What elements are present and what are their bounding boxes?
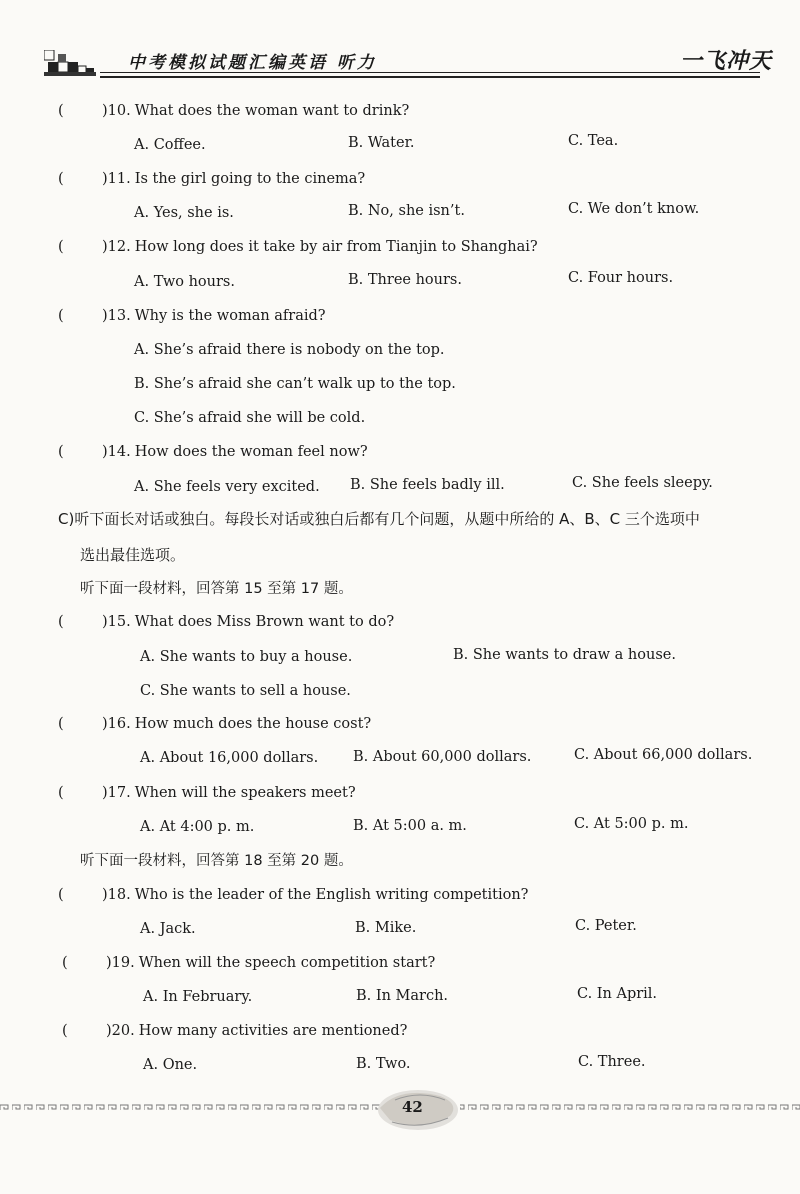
answer-blank[interactable]: ( xyxy=(58,444,64,460)
question-16 xyxy=(58,714,371,734)
question-text: Is the girl going to the cinema? xyxy=(134,171,366,187)
option-a: A. Yes, she is. xyxy=(134,205,234,221)
question-text: When will the speakers meet? xyxy=(134,785,356,801)
option-a: A. Two hours. xyxy=(134,274,235,290)
option-b: B. She feels badly ill. xyxy=(350,477,505,493)
option-a: A. She’s afraid there is nobody on the top. xyxy=(134,342,445,358)
question-number: )17. xyxy=(102,785,131,801)
option-c: C. About 66,000 dollars. xyxy=(574,747,753,763)
question-number: )16. xyxy=(102,716,131,732)
sub-instruction-15-17: 听下面一段材料，回答第 15 至第 17 题。 xyxy=(80,581,353,597)
option-c: C. At 5:00 p. m. xyxy=(574,816,689,832)
question-number: )11. xyxy=(102,171,131,187)
footer-ornament-icon xyxy=(0,1080,800,1140)
answer-blank[interactable]: ( xyxy=(62,955,68,971)
answer-blank[interactable]: ( xyxy=(58,716,64,732)
answer-blank[interactable]: ( xyxy=(58,103,64,119)
page-number: 42 xyxy=(402,1098,423,1116)
question-20 xyxy=(62,1021,407,1041)
question-text: What does the woman want to drink? xyxy=(134,103,410,119)
option-a: A. Coffee. xyxy=(134,137,206,153)
option-c: C. She wants to sell a house. xyxy=(140,683,351,699)
checker-logo-icon xyxy=(44,50,96,78)
question-text: What does Miss Brown want to do? xyxy=(134,614,395,630)
question-number: )18. xyxy=(102,887,131,903)
question-18 xyxy=(58,885,528,905)
option-b: B. She wants to draw a house. xyxy=(453,647,676,663)
sub-instruction-18-20: 听下面一段材料，回答第 18 至第 20 题。 xyxy=(80,853,353,869)
option-c: C. We don’t know. xyxy=(568,201,700,217)
answer-blank[interactable]: ( xyxy=(58,887,64,903)
question-number: )12. xyxy=(102,239,131,255)
option-b: B. No, she isn’t. xyxy=(348,203,465,219)
question-10 xyxy=(58,101,409,121)
answer-blank[interactable]: ( xyxy=(58,239,64,255)
page-header xyxy=(0,0,800,92)
question-text: Why is the woman afraid? xyxy=(134,308,326,324)
question-text: When will the speech competition start? xyxy=(138,955,436,971)
option-a: A. Jack. xyxy=(140,921,196,937)
option-b: B. In March. xyxy=(356,988,449,1004)
header-rule-thick xyxy=(100,76,760,78)
question-text: How many activities are mentioned? xyxy=(138,1023,408,1039)
option-a: A. One. xyxy=(143,1057,198,1073)
option-a: A. She wants to buy a house. xyxy=(140,649,353,665)
question-text: How much does the house cost? xyxy=(134,716,372,732)
question-13 xyxy=(58,306,326,326)
option-a: A. At 4:00 p. m. xyxy=(140,819,255,835)
answer-blank[interactable]: ( xyxy=(58,171,64,187)
question-text: How does the woman feel now? xyxy=(134,444,368,460)
option-c: C. Three. xyxy=(578,1054,646,1070)
section-c-instruction-cont: 选出最佳选项。 xyxy=(80,546,186,564)
option-c: C. Tea. xyxy=(568,133,619,149)
question-number: )13. xyxy=(102,308,131,324)
question-text: Who is the leader of the English writing competition? xyxy=(134,887,529,903)
question-11 xyxy=(58,169,365,189)
answer-blank[interactable]: ( xyxy=(58,785,64,801)
question-number: )10. xyxy=(102,103,131,119)
question-19 xyxy=(62,953,435,973)
option-b: B. Three hours. xyxy=(348,272,462,288)
option-c: C. She’s afraid she will be cold. xyxy=(134,410,366,426)
option-b: B. Mike. xyxy=(355,920,417,936)
answer-blank[interactable]: ( xyxy=(58,614,64,630)
page-footer xyxy=(0,1080,800,1140)
option-a: A. About 16,000 dollars. xyxy=(140,750,319,766)
answer-blank[interactable]: ( xyxy=(62,1023,68,1039)
option-b: B. About 60,000 dollars. xyxy=(353,749,532,765)
book-title: 中考模拟试题汇编英语 听力 xyxy=(128,53,377,73)
series-name: 一飞冲天 xyxy=(679,48,772,74)
header-rule xyxy=(100,72,760,73)
option-a: A. She feels very excited. xyxy=(134,479,320,495)
option-c: C. Four hours. xyxy=(568,270,674,286)
question-number: )15. xyxy=(102,614,131,630)
option-c: C. She feels sleepy. xyxy=(572,475,713,491)
question-number: )19. xyxy=(106,955,135,971)
question-17 xyxy=(58,783,356,803)
option-b: B. She’s afraid she can’t walk up to the top. xyxy=(134,376,456,392)
question-number: )14. xyxy=(102,444,131,460)
question-text: How long does it take by air from Tianjin to Shanghai? xyxy=(134,239,538,255)
question-14 xyxy=(58,442,368,462)
section-c-instruction: C)听下面长对话或独白。每段长对话或独白后都有几个问题，从题中所给的 A、B、C 三个选项中 xyxy=(58,510,700,528)
question-15 xyxy=(58,612,394,632)
question-number: )20. xyxy=(106,1023,135,1039)
option-c: C. In April. xyxy=(577,986,658,1002)
option-c: C. Peter. xyxy=(575,918,637,934)
option-a: A. In February. xyxy=(143,989,253,1005)
option-b: B. Two. xyxy=(356,1056,411,1072)
option-b: B. At 5:00 a. m. xyxy=(353,818,467,834)
answer-blank[interactable]: ( xyxy=(58,308,64,324)
question-12 xyxy=(58,237,538,257)
option-b: B. Water. xyxy=(348,135,415,151)
